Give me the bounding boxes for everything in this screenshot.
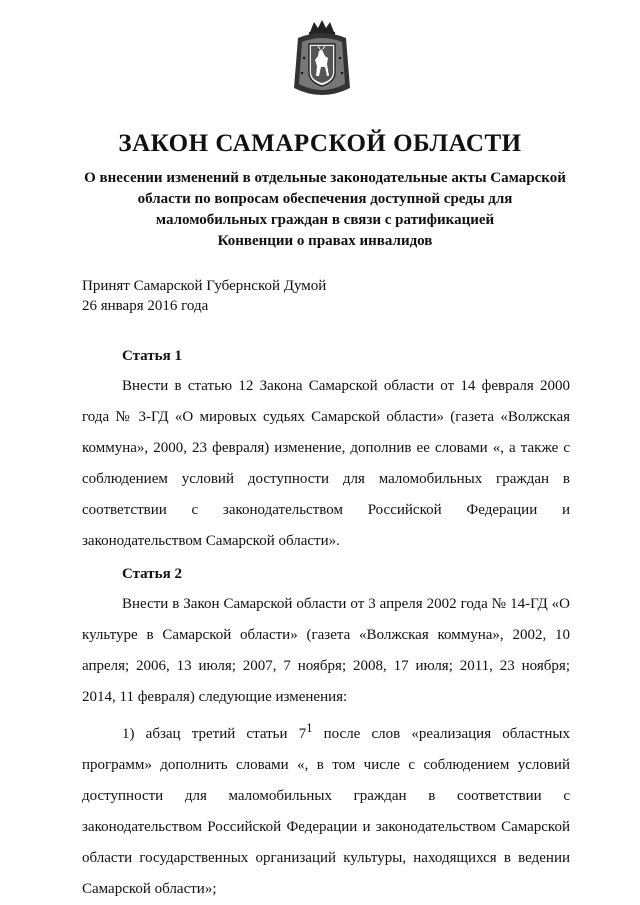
subtitle-line: Конвенции о правах инвалидов [217, 233, 433, 249]
law-subtitle [60, 168, 590, 252]
samara-coat-of-arms-icon [292, 18, 352, 102]
article-1-heading: Статья 1 [122, 348, 182, 364]
article-2-intro: Внести в Закон Самарской области от 3 апреля 2002 года № 14-ГД «О культуре в Самарской области» (газета «Волжская коммуна», 2002, 10 апреля; 2006, 13 июля; 2007, 7 ноября; 2008, 17 июля; 2011, 23 ноября; 2014, 11 февраля) следующие изменения: [82, 596, 570, 705]
article-2-item-1 [82, 713, 570, 905]
adoption-date: 26 января 2016 года [82, 298, 209, 314]
adoption-info [82, 276, 326, 316]
article-2-heading: Статья 2 [122, 566, 182, 582]
item-1-superscript: 1 [306, 721, 313, 735]
subtitle-line: области по вопросам обеспечения доступной среды для [137, 191, 513, 207]
article-1-text: Внести в статью 12 Закона Самарской области от 14 февраля 2000 года № 3-ГД «О мировых судьях Самарской области» (газета «Волжская коммуна», 2000, 23 февраля) изменение, дополнив ее словами «, а также с соблюдением условий доступности для маломобильных граждан в соответствии с законодательством Российской Федерации и законодательством Самарской области». [82, 378, 570, 549]
law-title: ЗАКОН САМАРСКОЙ ОБЛАСТИ [118, 130, 522, 157]
item-1-text: после слов «реализация областных программ» дополнить словами «, в том числе с соблюдением условий доступности для маломобильных граждан в соответствии с законодательством Российской Федерации и законодательством Самарской области государственных организаций культуры, находящихся в ведении Самарской области»; [82, 726, 570, 897]
law-body [82, 345, 570, 905]
subtitle-line: О внесении изменений в отдельные законодательные акты Самарской [84, 170, 566, 186]
subtitle-line: маломобильных граждан в связи с ратификацией [155, 212, 495, 228]
adoption-body: Принят Самарской Губернской Думой [82, 278, 327, 294]
item-1-lead: 1) абзац третий статьи 7 [122, 726, 307, 742]
